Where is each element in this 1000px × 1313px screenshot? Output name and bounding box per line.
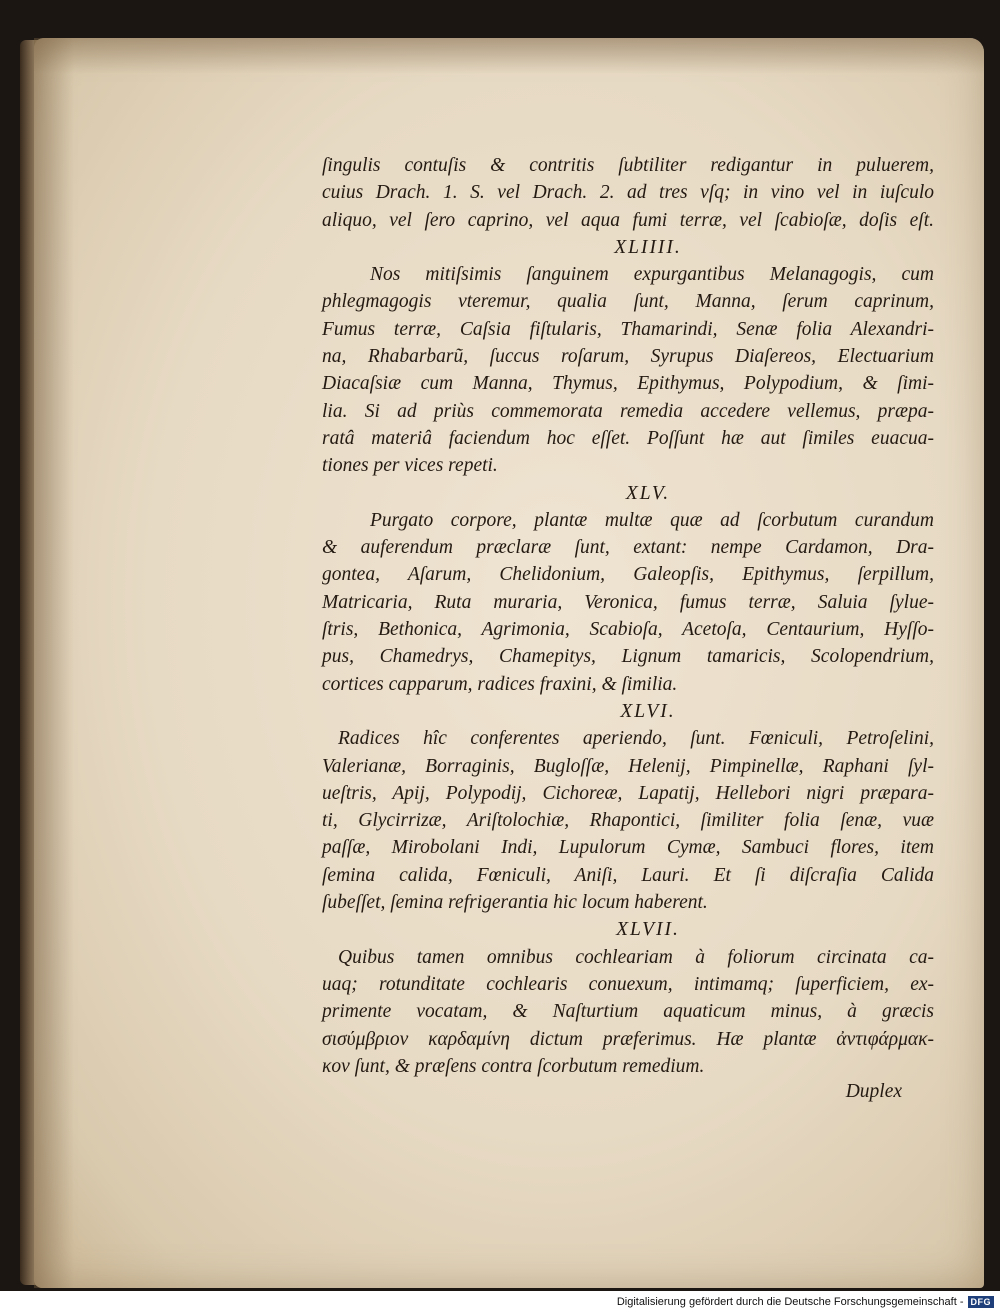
text-line: cuius Drach. 1. S. vel Drach. 2. ad tres vſq; in vino vel in iuſculo — [322, 182, 934, 204]
section-heading: XLVII. — [616, 919, 680, 941]
text-line: aliquo, vel ſero caprino, vel aqua fumi terræ, vel ſcabioſæ, doſis eſt. — [322, 209, 934, 231]
text-line: na, Rhabarbarũ, ſuccus roſarum, Syrupus Diaſereos, Electuarium — [322, 346, 934, 368]
dfg-logo: DFG — [968, 1296, 995, 1308]
section-heading: XLVI. — [620, 700, 676, 722]
footer-credit: Digitalisierung gefördert durch die Deutsche Forschungsgemeinschaft - — [616, 1296, 964, 1308]
text-line: ſubeſſet, ſemina refrigerantia hic locum haberent. — [322, 892, 708, 914]
text-line: Radices hîc conferentes aperiendo, ſunt. Fœniculi, Petroſelini, — [338, 728, 934, 750]
text-line: ueſtris, Apij, Polypodij, Cichoreæ, Lapatij, Hellebori nigri præpara- — [322, 782, 934, 804]
text-line: κον ſunt, & præſens contra ſcorbutum remedium. — [322, 1055, 705, 1077]
text-line: Nos mitiſsimis ſanguinem expurgantibus Melanagogis, cum — [370, 264, 934, 286]
body-text — [322, 152, 934, 1080]
text-line: & auferendum præclaræ ſunt, extant: nempe Cardamon, Dra- — [322, 537, 934, 559]
text-line: cortices capparum, radices fraxini, & ſimilia. — [322, 673, 678, 695]
text-line: Diacaſsiæ cum Manna, Thymus, Epithymus, Polypodium, & ſimi- — [322, 373, 934, 395]
catchword: Duplex — [845, 1081, 902, 1102]
digitization-footer — [0, 1291, 1000, 1313]
section-heading: XLIIII. — [614, 236, 682, 258]
text-line: gontea, Aſarum, Chelidonium, Galeopſis, Epithymus, ſerpillum, — [322, 564, 934, 586]
text-line: Fumus terræ, Caſsia fiſtularis, Thamarindi, Senæ folia Alexandri- — [322, 318, 934, 340]
text-line: Quibus tamen omnibus cochleariam à foliorum circinata ca- — [338, 946, 934, 968]
text-line: σισύμβριον καρδαμίνη dictum præferimus. Hæ plantæ ἀντιφάρμακ- — [322, 1028, 934, 1050]
text-line: primente vocatam, & Naſturtium aquaticum minus, à græcis — [322, 1001, 934, 1023]
text-line: paſſæ, Mirobolani Indi, Lupulorum Cymæ, Sambuci flores, item — [322, 837, 934, 859]
text-line: tiones per vices repeti. — [322, 455, 498, 477]
text-line: uaq; rotunditate cochlearis conuexum, intimamq; ſuperficiem, ex- — [322, 973, 934, 995]
text-line: ſemina calida, Fœniculi, Aniſi, Lauri. Et ſi diſcraſia Calida — [322, 864, 934, 886]
text-line: phlegmagogis vteremur, qualia ſunt, Manna, ſerum caprinum, — [322, 291, 934, 313]
text-line: ratâ materiâ faciendum hoc eſſet. Poſſunt hæ aut ſimiles euacua- — [322, 427, 934, 449]
text-line: Purgato corpore, plantæ multæ quæ ad ſcorbutum curandum — [370, 509, 934, 531]
text-line: Valerianæ, Borraginis, Bugloſſæ, Helenij, Pimpinellæ, Raphani ſyl- — [322, 755, 934, 777]
text-line: Matricaria, Ruta muraria, Veronica, fumus terræ, Saluia ſylue- — [322, 591, 934, 613]
section-heading: XLV. — [625, 482, 671, 504]
text-line: lia. Si ad priùs commemorata remedia accedere vellemus, præpa- — [322, 400, 934, 422]
text-line: ſingulis contuſis & contritis ſubtiliter redigantur in puluerem, — [322, 155, 934, 176]
text-line: ti, Glycirrizæ, Ariſtolochiæ, Rhapontici, ſimiliter folia ſenæ, vuæ — [322, 810, 934, 832]
text-line: pus, Chamedrys, Chamepitys, Lignum tamaricis, Scolopendrium, — [322, 646, 934, 668]
text-line: ſtris, Bethonica, Agrimonia, Scabioſa, Acetoſa, Centaurium, Hyſſo- — [322, 619, 934, 641]
